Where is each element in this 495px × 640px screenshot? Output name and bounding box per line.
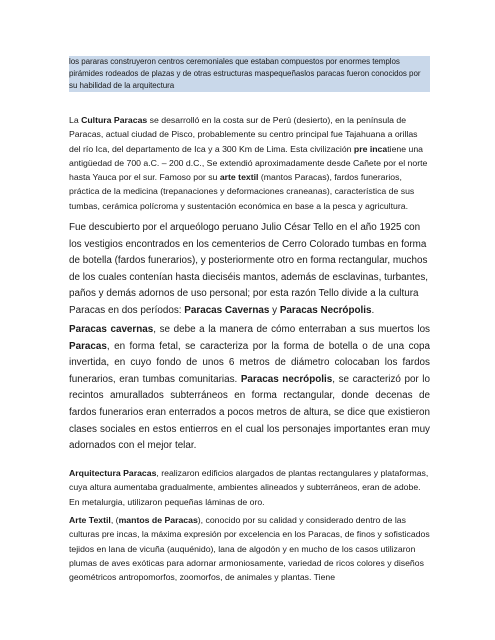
paragraph-arte-textil bbox=[69, 513, 430, 584]
text-run: , ( bbox=[110, 515, 119, 525]
bold-term: Paracas necrópolis bbox=[240, 373, 333, 385]
text-run: , se debe a la manera de cómo enterraban a sus muertos los bbox=[153, 324, 430, 335]
text-run: , se caracterizó por lo recintos amurallados subterráneos en forma rectangular, donde decenas de fardos funerarios eran enterrados a pocos metros de altura, se dice que existieron clases sociales en estos entierros en el cual los personajes importantes eran muy adornados con el mejor telar. bbox=[69, 373, 430, 452]
bold-term: Paracas cavernas bbox=[69, 324, 154, 335]
bold-term: Arquitectura Paracas bbox=[69, 468, 157, 478]
paragraph-arquitectura bbox=[69, 466, 430, 509]
paragraph-periodos bbox=[69, 322, 430, 455]
bold-term: Cultura Paracas bbox=[81, 115, 148, 125]
text-run: se desarrolló en la costa sur de Perú (desierto), en la península de Paracas, actual ciudad de Pisco, probablemente su centro principal fue Tajahuana a orillas del río Ica, del departamento de Ica y a 300 Km de Lima. Esta civilización bbox=[69, 115, 418, 154]
bold-term: Paracas bbox=[69, 340, 107, 352]
text-run: tiene una antigüedad de 700 a.C. – 200 d.C., Se extendió aproximadamente desde Cañete por el norte hasta Yauca por el sur. Famoso por su bbox=[69, 143, 428, 183]
paragraph-cultura-paracas bbox=[69, 113, 430, 213]
highlighted-text: los pararas construyeron centros ceremoniales que estaban compuestos por enormes templos pirámides rodeados de plazas y de otras estructuras maspequeñaslos paracas fueron conocidos por su habilidad de la arquitectura bbox=[69, 57, 421, 90]
bold-term: mantos de Paracas bbox=[118, 515, 198, 525]
text-run: . bbox=[371, 304, 375, 316]
paragraph-descubrimiento bbox=[69, 220, 430, 320]
text-run: (mantos Paracas), fardos funerarios, práctica de la medicina (trepanaciones y deformaciones craneanas), característica de sus tumbas, cerámica polícroma y sustentación económica en base a la pesca y agricultura. bbox=[69, 172, 415, 211]
bold-term: Paracas Cavernas bbox=[184, 304, 270, 316]
bold-term: pre inca bbox=[353, 143, 388, 154]
text-run: y bbox=[269, 304, 280, 316]
text-run: Fue descubierto por el arqueólogo peruano Julio César Tello en el año 1925 con los vestigios encontrados en los cementerios de Cerro Colorado tumbas en forma de botella (fardos funerarios), y posteriormente otro en forma rectangular, muchos de los cuales contenían hasta dieciséis mantos, además de esclavinas, turbantes, paños y demás adornos de uso personal; por esta razón Tello divide a la cultura Paracas en dos períodos: bbox=[69, 222, 429, 316]
bold-term: arte textil bbox=[219, 172, 259, 183]
text-run: ), conocido por su calidad y considerado dentro de las culturas pre incas, la máxima expresión por excelencia en los Paracas, de finos y sofisticados tejidos en lana de vicuña (auquénido), lana de algodón y en mucho de los casos utilizaron plumas de aves exóticas para adornar armoniosamente, variedad de ricos colores y diseños geométricos antropomorfos, zoomorfos, de animales y plantas. Tiene bbox=[69, 515, 430, 583]
text-run: , en forma fetal, se caracteriza por la forma de botella o de una copa invertida, en cuyo fondo de unos 6 metros de diámetro colocaban los fardos funerarios, eran tumbas comunitarias. bbox=[69, 340, 430, 385]
text-run: La bbox=[69, 115, 82, 125]
bold-term: Paracas Necrópolis bbox=[279, 304, 372, 316]
text-run: , realizaron edificios alargados de plantas rectangulares y plataformas, cuya altura aumentaba gradualmente, ambientes alineados y subterráneos, eran de adobe. En metalurgia, utilizaron pequeñas láminas de oro. bbox=[69, 468, 429, 507]
highlighted-paragraph bbox=[69, 56, 430, 92]
bold-term: Arte Textil bbox=[69, 515, 111, 525]
